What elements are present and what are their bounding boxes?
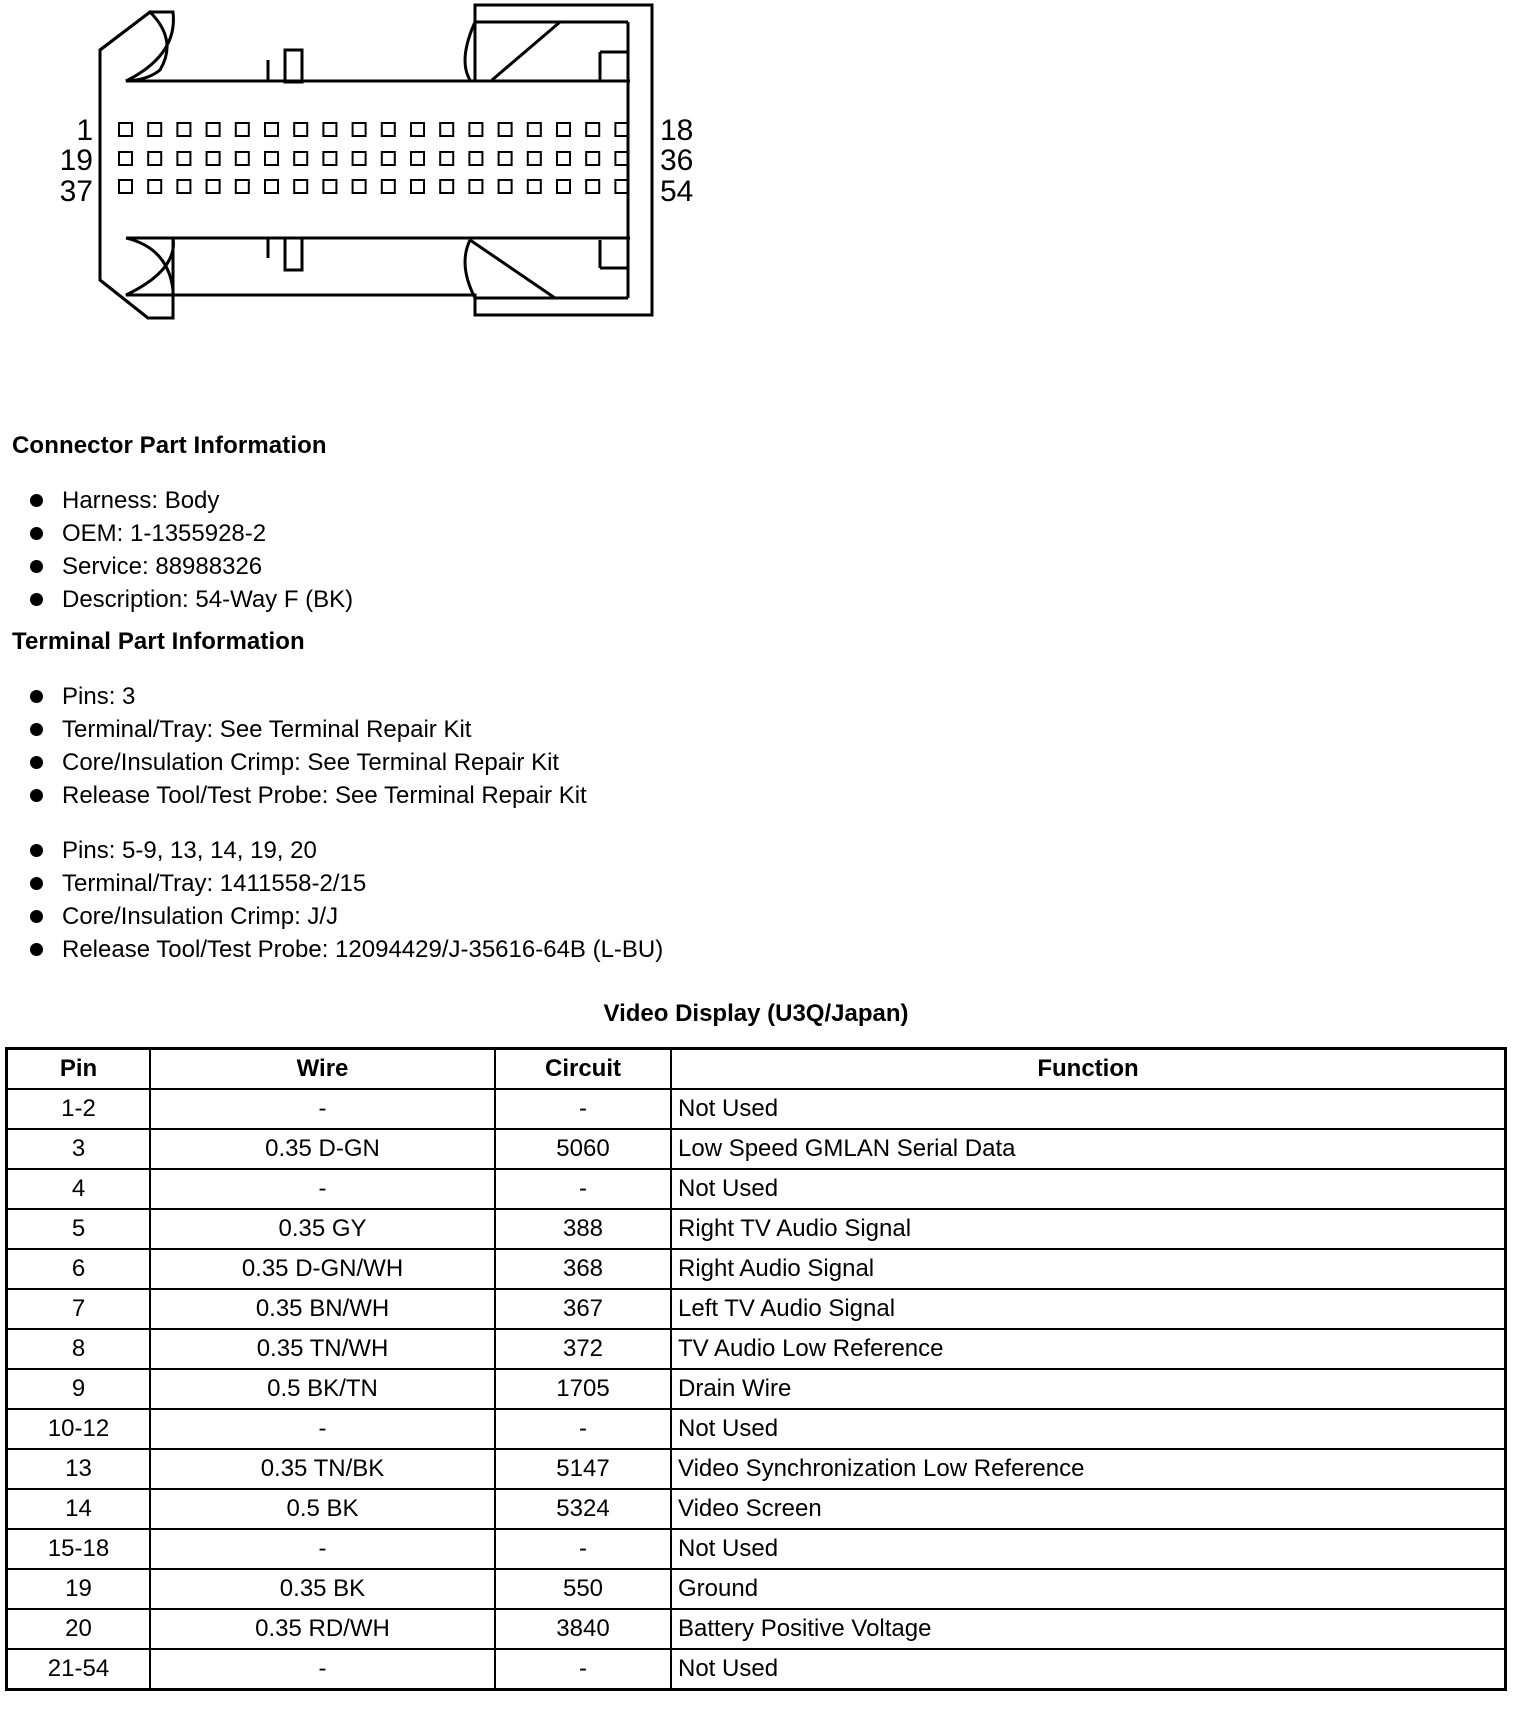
- pin-label-left: 37: [59, 175, 93, 208]
- cavity: [411, 123, 424, 136]
- table-header-row: [7, 1049, 1506, 1090]
- cell-circuit: 367: [495, 1289, 671, 1329]
- list-item: Release Tool/Test Probe: See Terminal Repair Kit: [28, 779, 587, 812]
- cell-function: TV Audio Low Reference: [671, 1329, 1506, 1369]
- cell-function: Battery Positive Voltage: [671, 1609, 1506, 1649]
- pin-label-left: 1: [76, 114, 93, 147]
- pin-label-left: 19: [59, 144, 93, 177]
- cavity: [469, 123, 482, 136]
- cavity: [207, 180, 220, 193]
- cell-pin: 9: [7, 1369, 151, 1409]
- cell-wire: -: [150, 1409, 495, 1449]
- cavity: [586, 123, 599, 136]
- bullet-icon: [30, 690, 43, 703]
- cavity: [207, 123, 220, 136]
- cavity: [148, 152, 161, 165]
- cell-circuit: -: [495, 1529, 671, 1569]
- table-row: [7, 1489, 1506, 1529]
- table-row: [7, 1369, 1506, 1409]
- bullet-icon: [30, 560, 43, 573]
- cell-circuit: 5324: [495, 1489, 671, 1529]
- cell-pin: 19: [7, 1569, 151, 1609]
- cavity: [382, 152, 395, 165]
- list-item: Service: 88988326: [28, 550, 353, 583]
- cell-function: Ground: [671, 1569, 1506, 1609]
- cell-circuit: 5060: [495, 1129, 671, 1169]
- list-item: Core/Insulation Crimp: See Terminal Repair Kit: [28, 746, 587, 779]
- connector-part-heading: Connector Part Information: [12, 432, 327, 459]
- bullet-icon: [30, 527, 43, 540]
- cavity: [499, 123, 512, 136]
- table-title: Video Display (U3Q/Japan): [603, 1000, 909, 1027]
- cell-wire: 0.5 BK: [150, 1489, 495, 1529]
- cell-wire: 0.35 TN/WH: [150, 1329, 495, 1369]
- table-row: [7, 1649, 1506, 1690]
- cavity: [528, 152, 541, 165]
- cell-circuit: 388: [495, 1209, 671, 1249]
- list-item: OEM: 1-1355928-2: [28, 517, 353, 550]
- cavity: [382, 180, 395, 193]
- cavity: [499, 152, 512, 165]
- cell-circuit: 372: [495, 1329, 671, 1369]
- cavity: [119, 152, 132, 165]
- table-row: [7, 1209, 1506, 1249]
- cavity: [411, 180, 424, 193]
- cell-circuit: 1705: [495, 1369, 671, 1409]
- column-header-function: Function: [671, 1049, 1506, 1090]
- cell-pin: 4: [7, 1169, 151, 1209]
- cell-wire: 0.35 TN/BK: [150, 1449, 495, 1489]
- cell-circuit: -: [495, 1649, 671, 1690]
- cell-wire: -: [150, 1089, 495, 1129]
- bullet-icon: [30, 910, 43, 923]
- list-item: Harness: Body: [28, 484, 353, 517]
- cavity: [265, 180, 278, 193]
- list-item: Terminal/Tray: See Terminal Repair Kit: [28, 713, 587, 746]
- connector-face-diagram: [0, 0, 720, 330]
- cell-wire: 0.35 BN/WH: [150, 1289, 495, 1329]
- cell-circuit: -: [495, 1089, 671, 1129]
- cell-circuit: 368: [495, 1249, 671, 1289]
- cell-function: Drain Wire: [671, 1369, 1506, 1409]
- table-row: [7, 1289, 1506, 1329]
- cavity: [528, 180, 541, 193]
- list-item: Description: 54-Way F (BK): [28, 583, 353, 616]
- cell-wire: 0.35 D-GN/WH: [150, 1249, 495, 1289]
- column-header-wire: Wire: [150, 1049, 495, 1090]
- cavity: [586, 180, 599, 193]
- cell-pin: 21-54: [7, 1649, 151, 1690]
- cavity: [440, 123, 453, 136]
- cell-wire: -: [150, 1529, 495, 1569]
- cell-wire: 0.35 GY: [150, 1209, 495, 1249]
- cell-circuit: 550: [495, 1569, 671, 1609]
- cavity: [440, 152, 453, 165]
- cell-function: Right Audio Signal: [671, 1249, 1506, 1289]
- bullet-icon: [30, 877, 43, 890]
- cavity: [236, 180, 249, 193]
- cell-wire: 0.35 RD/WH: [150, 1609, 495, 1649]
- cavity: [615, 152, 628, 165]
- cavity: [177, 180, 190, 193]
- pin-label-right: 18: [660, 114, 694, 147]
- cell-function: Not Used: [671, 1169, 1506, 1209]
- cavity: [119, 180, 132, 193]
- cavity: [323, 123, 336, 136]
- table-row: [7, 1409, 1506, 1449]
- cell-function: Video Synchronization Low Reference: [671, 1449, 1506, 1489]
- cavity: [615, 123, 628, 136]
- cavity: [353, 180, 366, 193]
- cavity: [236, 123, 249, 136]
- cavity: [382, 123, 395, 136]
- table-row: [7, 1569, 1506, 1609]
- bullet-icon: [30, 723, 43, 736]
- cavity: [294, 180, 307, 193]
- cavity: [294, 123, 307, 136]
- cavity: [615, 180, 628, 193]
- cell-function: Not Used: [671, 1409, 1506, 1449]
- cavity: [177, 123, 190, 136]
- cell-pin: 7: [7, 1289, 151, 1329]
- cell-pin: 1-2: [7, 1089, 151, 1129]
- cavity: [469, 152, 482, 165]
- cell-wire: 0.5 BK/TN: [150, 1369, 495, 1409]
- cell-circuit: -: [495, 1409, 671, 1449]
- bullet-icon: [30, 844, 43, 857]
- cavity: [323, 152, 336, 165]
- cavity-grid: [119, 123, 628, 193]
- cavity: [177, 152, 190, 165]
- cavity: [294, 152, 307, 165]
- cell-pin: 20: [7, 1609, 151, 1649]
- cell-function: Not Used: [671, 1649, 1506, 1690]
- bullet-icon: [30, 494, 43, 507]
- cavity: [353, 152, 366, 165]
- pin-labels-right: [660, 114, 693, 208]
- list-item: Pins: 5-9, 13, 14, 19, 20: [28, 834, 663, 867]
- list-item: Pins: 3: [28, 680, 587, 713]
- table-body: [7, 1089, 1506, 1690]
- cavity: [557, 180, 570, 193]
- cavity: [119, 123, 132, 136]
- cell-pin: 14: [7, 1489, 151, 1529]
- table-row: [7, 1169, 1506, 1209]
- column-header-pin: Pin: [7, 1049, 151, 1090]
- cell-wire: 0.35 D-GN: [150, 1129, 495, 1169]
- cavity: [411, 152, 424, 165]
- table-row: [7, 1089, 1506, 1129]
- cavity: [265, 123, 278, 136]
- cavity: [148, 180, 161, 193]
- cell-pin: 15-18: [7, 1529, 151, 1569]
- cavity: [353, 123, 366, 136]
- cavity: [557, 123, 570, 136]
- cell-pin: 10-12: [7, 1409, 151, 1449]
- terminal-part-list-2: [28, 834, 663, 966]
- cell-pin: 13: [7, 1449, 151, 1489]
- cell-function: Not Used: [671, 1529, 1506, 1569]
- cell-function: Right TV Audio Signal: [671, 1209, 1506, 1249]
- cell-function: Low Speed GMLAN Serial Data: [671, 1129, 1506, 1169]
- table-row: [7, 1129, 1506, 1169]
- cell-pin: 3: [7, 1129, 151, 1169]
- cavity: [469, 180, 482, 193]
- pin-label-right: 36: [660, 144, 694, 177]
- cell-wire: -: [150, 1649, 495, 1690]
- cavity: [557, 152, 570, 165]
- cell-function: Video Screen: [671, 1489, 1506, 1529]
- pin-label-right: 54: [660, 175, 694, 208]
- pin-labels-left: [60, 114, 93, 208]
- pin-out-table: [5, 1047, 1507, 1691]
- cavity: [499, 180, 512, 193]
- list-item: Terminal/Tray: 1411558-2/15: [28, 867, 663, 900]
- bullet-icon: [30, 593, 43, 606]
- cell-circuit: 3840: [495, 1609, 671, 1649]
- table-row: [7, 1249, 1506, 1289]
- cavity: [440, 180, 453, 193]
- table-row: [7, 1529, 1506, 1569]
- cell-wire: 0.35 BK: [150, 1569, 495, 1609]
- list-item: Release Tool/Test Probe: 12094429/J-35616-64B (L-BU): [28, 933, 663, 966]
- cell-function: Not Used: [671, 1089, 1506, 1129]
- cell-circuit: -: [495, 1169, 671, 1209]
- cell-pin: 8: [7, 1329, 151, 1369]
- cell-pin: 6: [7, 1249, 151, 1289]
- table-row: [7, 1449, 1506, 1489]
- bullet-icon: [30, 756, 43, 769]
- bullet-icon: [30, 789, 43, 802]
- bullet-icon: [30, 943, 43, 956]
- terminal-part-list-1: [28, 680, 587, 812]
- cavity: [323, 180, 336, 193]
- connector-part-list: [28, 484, 353, 616]
- cavity: [586, 152, 599, 165]
- cell-wire: -: [150, 1169, 495, 1209]
- table-row: [7, 1609, 1506, 1649]
- column-header-circuit: Circuit: [495, 1049, 671, 1090]
- cell-pin: 5: [7, 1209, 151, 1249]
- table-row: [7, 1329, 1506, 1369]
- cavity: [528, 123, 541, 136]
- cell-function: Left TV Audio Signal: [671, 1289, 1506, 1329]
- cavity: [236, 152, 249, 165]
- cavity: [265, 152, 278, 165]
- cell-circuit: 5147: [495, 1449, 671, 1489]
- cavity: [148, 123, 161, 136]
- cavity: [207, 152, 220, 165]
- list-item: Core/Insulation Crimp: J/J: [28, 900, 663, 933]
- terminal-part-heading: Terminal Part Information: [12, 628, 305, 655]
